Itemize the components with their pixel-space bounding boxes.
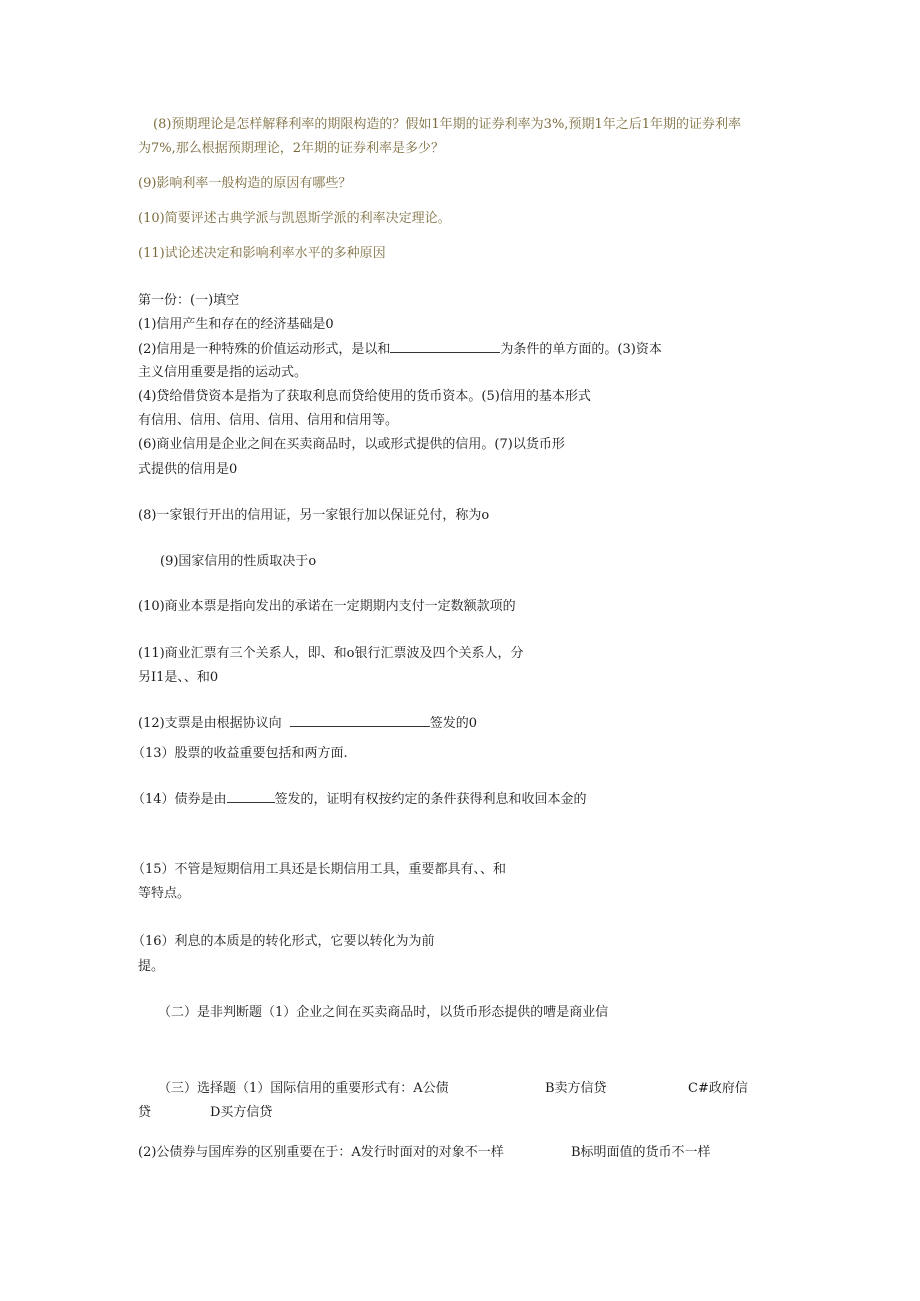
fill-line: 等特点。 <box>138 886 191 901</box>
fill-text: （14）债券是由 <box>132 792 227 807</box>
fill-text: (2)信用是一种特殊的价值运动形式，是以和 <box>138 342 391 357</box>
fill-line <box>138 714 477 733</box>
fill-line: 主义信用重要是指的运动式。 <box>138 365 308 380</box>
fill-line: (10)商业本票是指向发出的承诺在一定期期内支付一定数额款项的 <box>138 599 516 614</box>
fill-line: (11)商业汇票有三个关系人，即、和o银行汇票波及四个关系人，分 <box>138 646 524 661</box>
fill-line: （16）利息的本质是的转化形式，它要以转化为为前 <box>132 934 435 949</box>
fill-line: (6)商业信用是企业之间在买卖商品时，以或形式提供的信用。(7)以货币形 <box>138 437 565 452</box>
answer-blank <box>290 714 430 727</box>
fill-line: 式提供的信用是0 <box>138 462 238 477</box>
section-title: 第一份：(一)填空 <box>138 293 240 308</box>
answer-blank <box>227 790 275 803</box>
question-11: (11)试论述决定和影响利率水平的多种原因 <box>138 246 386 261</box>
fill-text: 签发的，证明有权按约定的条件获得利息和收回本金的 <box>274 792 587 807</box>
question-9: (9)影响利率一般构造的原因有哪些？ <box>138 176 352 191</box>
fill-line <box>138 340 662 359</box>
choice-option: C#政府信 <box>688 1081 748 1096</box>
choice-option: B标明面值的货币不一样 <box>571 1145 711 1160</box>
fill-line <box>132 790 587 809</box>
choice-option: B卖方信贷 <box>545 1081 607 1096</box>
fill-text: 签发的0 <box>429 716 477 731</box>
choice-option: D买方信贷 <box>210 1105 273 1120</box>
fill-line: (4)贷给借贷资本是指为了获取利息而贷给使用的货币资本。(5)信用的基本形式 <box>138 389 591 404</box>
question-8-line-1: (8)预期理论是怎样解释利率的期限构造的？假如1年期的证券利率为3%,预期1年之后1年期的证券利率 <box>153 117 741 132</box>
question-8-line-2: 为7%,那么根据预期理论，2年期的证券利率是多少？ <box>138 141 445 156</box>
fill-text: 为条件的单方面的。(3)资本 <box>500 342 662 357</box>
fill-line: 有信用、信用、信用、信用、信用和信用等。 <box>138 413 399 428</box>
fill-line: 提。 <box>138 959 165 974</box>
answer-blank <box>390 340 500 353</box>
choice-text: 贷 <box>138 1105 152 1120</box>
fill-text: (12)支票是由根据协议向 <box>138 716 282 731</box>
question-10: (10)简要评述古典学派与凯恩斯学派的利率决定理论。 <box>138 211 451 226</box>
fill-line: 另I1是、、和0 <box>138 670 219 685</box>
choice-question-1: （三）选择题（1）国际信用的重要形式有：A公债 <box>158 1081 449 1096</box>
judge-question: （二）是非判断题（1）企业之间在买卖商品时，以货币形态提供的嘈是商业信 <box>158 1005 609 1020</box>
fill-line: (8)一家银行开出的信用证，另一家银行加以保证兑付，称为o <box>138 508 490 523</box>
fill-line: （15）不管是短期信用工具还是长期信用工具，重要都具有、、和 <box>132 862 507 877</box>
fill-line: （13）股票的收益重要包括和两方面. <box>132 746 348 761</box>
fill-line: (9)国家信用的性质取决于o <box>160 554 317 569</box>
choice-question-2: (2)公债券与国库券的区别重要在于：A发行时面对的对象不一样 <box>138 1145 504 1160</box>
fill-line: (1)信用产生和存在的经济基础是0 <box>138 317 334 332</box>
